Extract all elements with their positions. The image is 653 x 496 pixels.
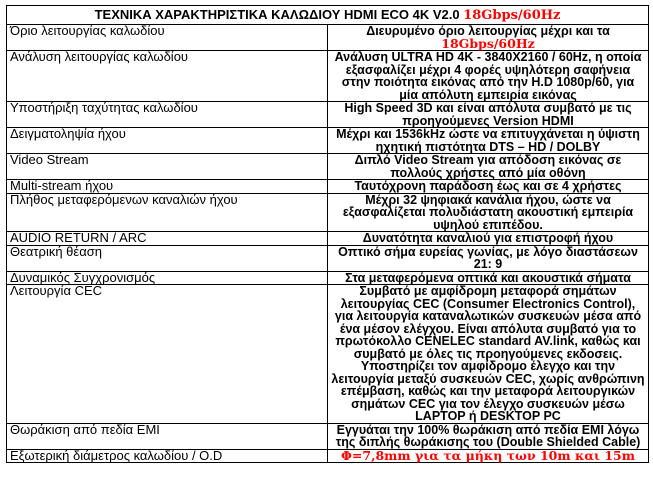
- title-highlight: 18Gbps/60Hz: [463, 8, 561, 23]
- row-value: [328, 25, 649, 51]
- table-row: [7, 51, 649, 102]
- table-title: [7, 6, 649, 25]
- row-value: Συμβατό με αμφίδρομη μεταφορά σημάτων λειτουργίας CEC (Consumer Electronics Control), για λειτουργία καταναλωτικών συσκευών μέσα από ένα μέσον ελέγχου. Είναι απόλυτα συμβατό για το πρωτόκολλο CENELEC standard AV.link, καθώς και συμβατό με όλες τις προηγούμενες εκδοσεις. Υποστηρίζει τον αμφίδρομο έλεγχο και την λειτουργία μεταξύ συσκευών CEC, χωρίς ανθρώπινη επέμβαση, καθώς και την μεταφορά λειτουργικών σημάτων CEC για τον έλεγχο συσκευών μέσω LAPTOP ή DESKTOP PC: [328, 285, 649, 424]
- row-value: Μέχρι και 1536kHz ώστε να επιτυγχάνεται η ύψιστη ηχητική πιστότητα DTS – HD / DOLBY: [328, 128, 649, 154]
- table-row: [7, 245, 649, 271]
- row-label: AUDIO RETURN / ARC: [7, 232, 328, 246]
- row-value-highlight: Φ=7,8mm για τα μήκη των 10m και 15m: [341, 447, 635, 463]
- table-row: [7, 102, 649, 128]
- row-value-text: Διευρυμένο όριο λειτουργίας μέχρι και τα: [366, 24, 610, 38]
- table-row: [7, 285, 649, 424]
- row-value: Οπτικό σήμα ευρείας γωνίας, με λόγο διαστάσεων 21: 9: [328, 245, 649, 271]
- row-label: Δυναμικός Συγχρονισμός: [7, 271, 328, 285]
- row-label: Πλήθος μεταφερόμενων καναλιών ήχου: [7, 193, 328, 232]
- table-row: [7, 193, 649, 232]
- table-row: [7, 25, 649, 51]
- row-label: Ανάλυση λειτουργίας καλωδίου: [7, 51, 328, 102]
- row-value: Ταυτόχρονη παράδοση έως και σε 4 χρήστες: [328, 180, 649, 194]
- table-row: [7, 449, 649, 463]
- title-row: [7, 6, 649, 25]
- row-label: Λειτουργία CEC: [7, 285, 328, 424]
- row-label: Θεατρική θέαση: [7, 245, 328, 271]
- table-row: [7, 423, 649, 449]
- row-label: Θωράκιση από πεδία EMI: [7, 423, 328, 449]
- row-value: Δυνατότητα καναλιού για επιστροφή ήχου: [328, 232, 649, 246]
- title-text: ΤΕΧΝΙΚΑ ΧΑΡΑΚΤΗΡΙΣΤΙΚΑ ΚΑΛΩΔΙΟΥ HDMI ECO 4K V2.0: [94, 7, 460, 22]
- table-row: [7, 271, 649, 285]
- table-row: [7, 180, 649, 194]
- table-row: [7, 128, 649, 154]
- row-value: Μέχρι 32 ψηφιακά κανάλια ήχου, ώστε να εξασφαλίζεται πολυδιάστατη ακουστική εμπειρία υψηλού επιπέδου.: [328, 193, 649, 232]
- row-label: Όριο λειτουργίας καλωδίου: [7, 25, 328, 51]
- row-label: Video Stream: [7, 154, 328, 180]
- row-value: [328, 449, 649, 463]
- row-label: Υποστήριξη ταχύτητας καλωδίου: [7, 102, 328, 128]
- row-value: Εγγυάται την 100% θωράκιση από πεδία EMI λόγω της διπλής θωράκισης του (Double Shielded Cable): [328, 423, 649, 449]
- row-label: Δειγματοληψία ήχου: [7, 128, 328, 154]
- table-row: [7, 154, 649, 180]
- spec-table: [6, 5, 649, 463]
- spec-sheet: [6, 5, 649, 463]
- table-row: [7, 232, 649, 246]
- row-label: Multi-stream ήχου: [7, 180, 328, 194]
- row-value: Ανάλυση ULTRA HD 4K - 3840X2160 / 60Hz, η οποία εξασφαλίζει μέχρι 4 φορές υψηλότερη σαφήνεια στην ποιότητα εικόνας από την H.D 1080p/60, για μία απόλυτη εμπειρία εικόνας: [328, 51, 649, 102]
- row-value: High Speed 3D και είναι απόλυτα συμβατό με τις προηγούμενες Version HDMI: [328, 102, 649, 128]
- row-value-highlight: 18Gbps/60Hz: [441, 35, 535, 51]
- row-value: Στα μεταφερόμενα οπτικά και ακουστικά σήματα: [328, 271, 649, 285]
- row-label: Εξωτερική διάμετρος καλωδίου / O.D: [7, 449, 328, 463]
- row-value: Διπλό Video Stream για απόδοση εικόνας σε πολλούς χρήστες από μία οθόνη: [328, 154, 649, 180]
